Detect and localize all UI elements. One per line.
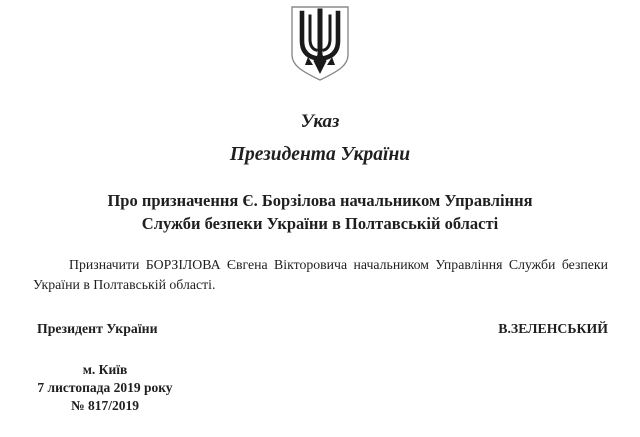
- subject-line-1: Про призначення Є. Борзілова начальником Управління: [107, 191, 533, 210]
- ukraine-coat-of-arms-icon: [289, 5, 351, 83]
- footer-date: 7 листопада 2019 року: [37, 380, 173, 395]
- date-number-block: [34, 361, 176, 415]
- signature-row: [37, 319, 608, 339]
- subject-line-2: Служби безпеки України в Полтавській області: [141, 214, 499, 233]
- emblem-container: [0, 0, 640, 83]
- decree-subject-heading: [0, 189, 640, 235]
- signer-role: Президент України: [37, 321, 158, 336]
- footer-number: № 817/2019: [71, 398, 139, 413]
- decree-body-paragraph: Призначити БОРЗІЛОВА Євгена Вікторовича начальником Управління Служби безпеки України в Полтавській області.: [33, 257, 608, 292]
- doc-issuer-title: Президента України: [229, 144, 411, 165]
- signer-name: В.ЗЕЛЕНСЬКИЙ: [498, 321, 608, 336]
- footer-place: м. Київ: [82, 362, 128, 377]
- doc-type-title: Указ: [300, 111, 340, 132]
